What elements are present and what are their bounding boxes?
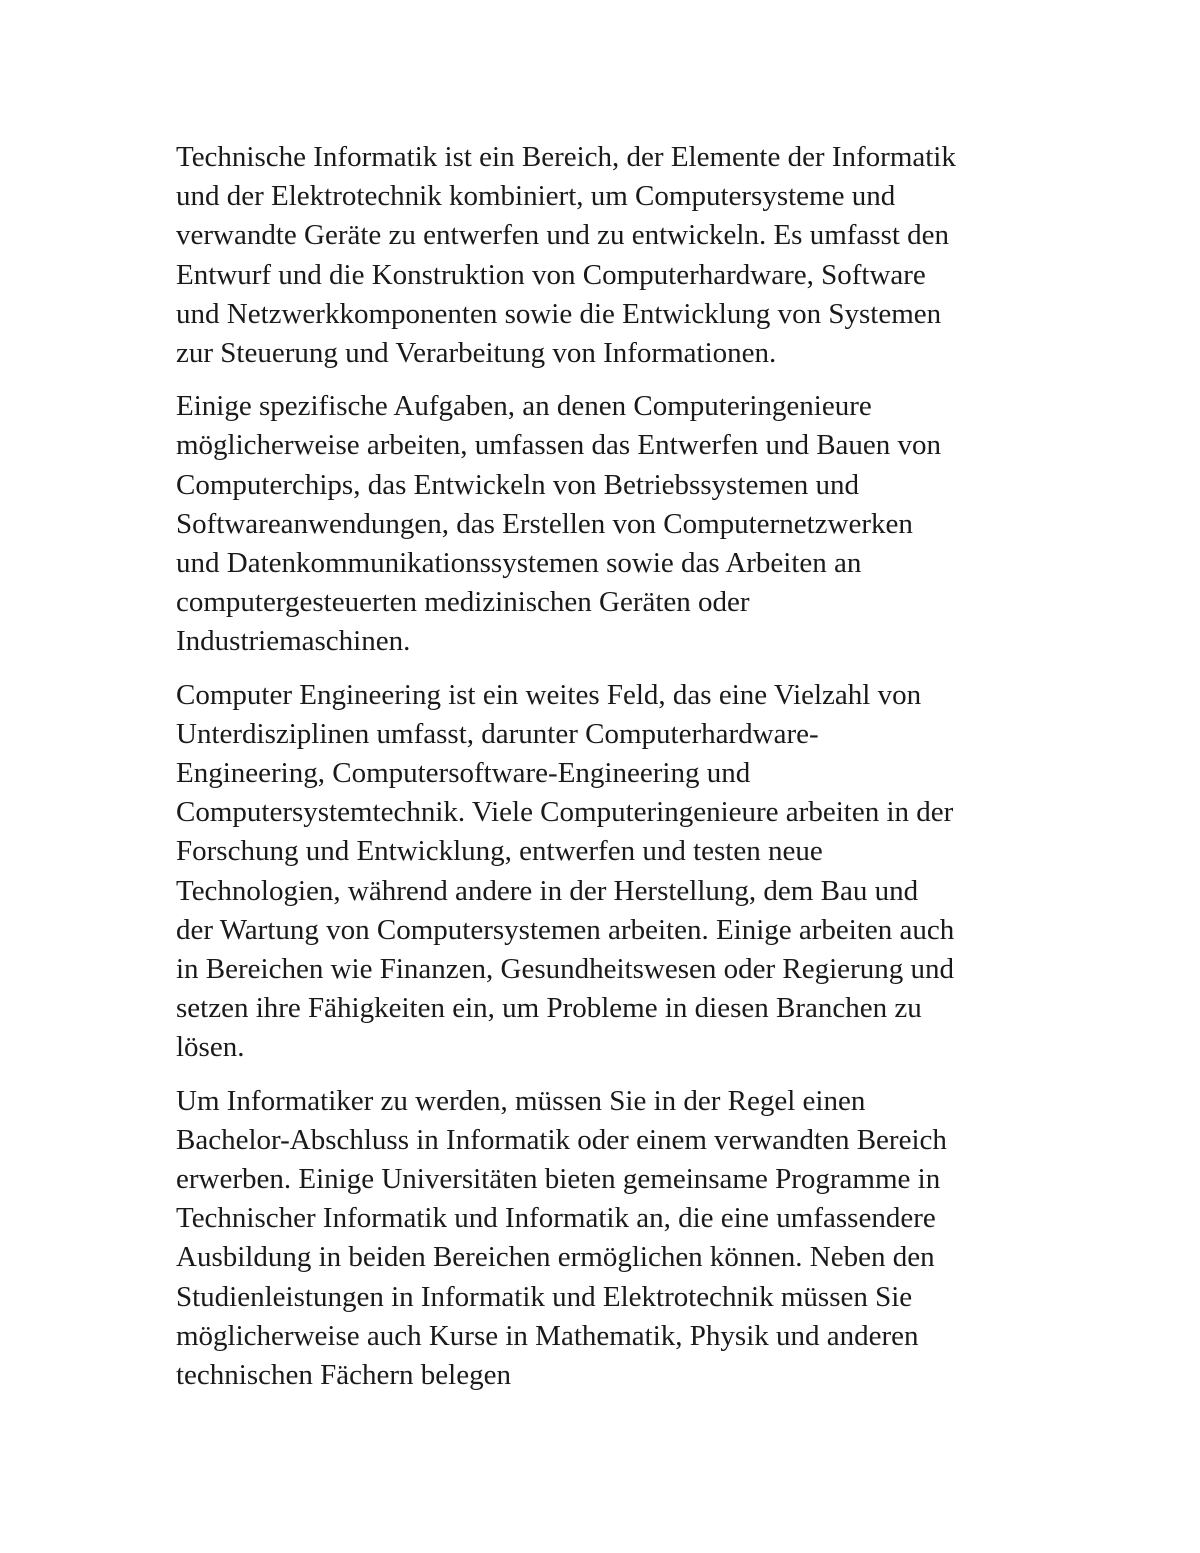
text-line: Entwurf und die Konstruktion von Computerhardware, Software bbox=[176, 258, 926, 291]
text-line: Technologien, während andere in der Herstellung, dem Bau und bbox=[176, 874, 919, 907]
paragraph-3 bbox=[176, 676, 1036, 1068]
document-body bbox=[176, 138, 1036, 1409]
text-line: erwerben. Einige Universitäten bieten gemeinsame Programme in bbox=[176, 1163, 941, 1196]
text-line: möglicherweise auch Kurse in Mathematik, Physik und anderen bbox=[176, 1319, 919, 1352]
text-line: Bachelor-Abschluss in Informatik oder einem verwandten Bereich bbox=[176, 1123, 947, 1156]
text-line: zur Steuerung und Verarbeitung von Informationen. bbox=[176, 337, 777, 370]
text-line: setzen ihre Fähigkeiten ein, um Probleme in diesen Branchen zu bbox=[176, 992, 922, 1025]
text-line: lösen. bbox=[176, 1031, 245, 1064]
text-line: und Datenkommunikationssystemen sowie das Arbeiten an bbox=[176, 547, 862, 580]
text-line: computergesteuerten medizinischen Geräten oder bbox=[176, 586, 750, 619]
text-line: technischen Fächern belegen bbox=[176, 1359, 511, 1392]
text-line: Unterdisziplinen umfasst, darunter Computerhardware- bbox=[176, 717, 819, 750]
paragraph-2 bbox=[176, 387, 1036, 661]
text-line: Studienleistungen in Informatik und Elektrotechnik müssen Sie bbox=[176, 1280, 913, 1313]
text-line: und Netzwerkkomponenten sowie die Entwicklung von Systemen bbox=[176, 297, 942, 330]
text-line: in Bereichen wie Finanzen, Gesundheitswesen oder Regierung und bbox=[176, 953, 954, 986]
text-line: Forschung und Entwicklung, entwerfen und testen neue bbox=[176, 835, 823, 868]
text-line: Industriemaschinen. bbox=[176, 625, 411, 658]
text-line: Softwareanwendungen, das Erstellen von Computernetzwerken bbox=[176, 507, 913, 540]
text-line: Computersystemtechnik. Viele Computeringenieure arbeiten in der bbox=[176, 796, 954, 829]
paragraph-1 bbox=[176, 138, 1036, 373]
text-line: Technische Informatik ist ein Bereich, der Elemente der Informatik bbox=[176, 141, 956, 173]
text-line: der Wartung von Computersystemen arbeiten. Einige arbeiten auch bbox=[176, 913, 955, 946]
text-line: möglicherweise arbeiten, umfassen das Entwerfen und Bauen von bbox=[176, 429, 942, 462]
text-line: verwandte Geräte zu entwerfen und zu entwickeln. Es umfasst den bbox=[176, 219, 950, 252]
text-line: Um Informatiker zu werden, müssen Sie in der Regel einen bbox=[176, 1084, 866, 1117]
text-line: Ausbildung in beiden Bereichen ermöglichen können. Neben den bbox=[176, 1241, 935, 1274]
paragraph-4 bbox=[176, 1082, 1036, 1396]
text-line: Technischer Informatik und Informatik an, die eine umfassendere bbox=[176, 1202, 936, 1235]
text-line: und der Elektrotechnik kombiniert, um Computersysteme und bbox=[176, 180, 896, 213]
text-line: Engineering, Computersoftware-Engineering und bbox=[176, 757, 751, 790]
text-line: Computerchips, das Entwickeln von Betriebssystemen und bbox=[176, 468, 860, 501]
text-line: Einige spezifische Aufgaben, an denen Computeringenieure bbox=[176, 390, 872, 423]
text-line: Computer Engineering ist ein weites Feld, das eine Vielzahl von bbox=[176, 678, 922, 711]
